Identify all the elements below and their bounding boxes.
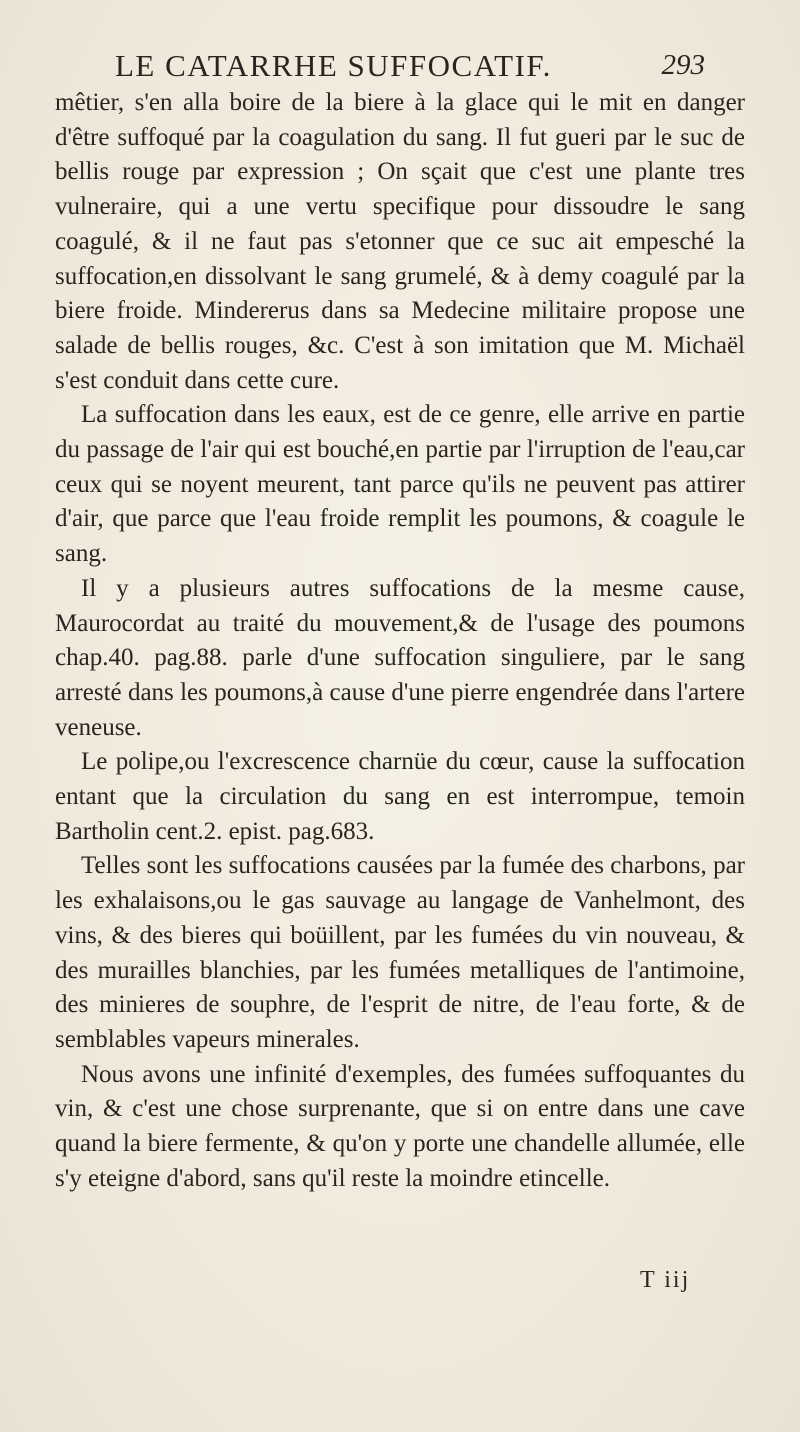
body-text <box>55 86 745 1197</box>
paragraph: mêtier, s'en alla boire de la biere à la glace qui le mit en danger d'être suffoqué par la coagulation du sang. Il fut gueri par le suc de bellis rouge par expression ; On sçait que c'est une plante tres vulneraire, qui a une vertu specifique pour dissoudre le sang coagulé, & il ne faut pas s'etonner que ce suc ait empesché la suffocation,en dissolvant le sang grumelé, & à demy coagulé par la biere froide. Mindererus dans sa Medecine militaire propose une salade de bellis rouges, &c. C'est à son imitation que M. Michaël s'est conduit dans cette cure. <box>55 89 745 394</box>
page-header <box>115 48 715 88</box>
paragraph: Telles sont les suffocations causées par la fumée des charbons, par les exhalaisons,ou le gas sauvage au langage de Vanhelmont, des vins, & des bieres qui boüillent, par les fumées du vin nouveau, & des murailles blanchies, par les fumées metalliques de l'antimoine, des minieres de souphre, de l'esprit de nitre, de l'eau forte, & de semblables vapeurs minerales. <box>55 852 745 1053</box>
paragraph: Nous avons une infinité d'exemples, des fumées suffoquantes du vin, & c'est une chose surprenante, que si on entre dans une cave quand la biere fermente, & qu'on y porte une chandelle allumée, elle s'y eteigne d'abord, sans qu'il reste la moindre etincelle. <box>55 1060 745 1192</box>
running-title: LE CATARRHE SUFFOCATIF. <box>115 48 552 83</box>
page-number: 293 <box>661 49 705 81</box>
signature-mark: T iij <box>640 1267 691 1293</box>
paragraph: La suffocation dans les eaux, est de ce genre, elle arrive en partie du passage de l'air qui est bouché,en partie par l'irruption de l'eau,car ceux qui se noyent meurent, tant parce qu'ils ne peuvent pas attirer d'air, que parce que l'eau froide remplit les poumons, & coagule le sang. <box>55 401 745 568</box>
paragraph: Le polipe,ou l'excrescence charnüe du cœur, cause la suffocation entant que la circulation du sang en est interrompue, temoin Bartholin cent.2. epist. pag.683. <box>55 748 745 845</box>
paragraph: Il y a plusieurs autres suffocations de la mesme cause, Maurocordat au traité du mouvement,& de l'usage des poumons chap.40. pag.88. parle d'une suffocation singuliere, par le sang arresté dans les poumons,à cause d'une pierre engendrée dans l'artere veneuse. <box>55 574 745 741</box>
